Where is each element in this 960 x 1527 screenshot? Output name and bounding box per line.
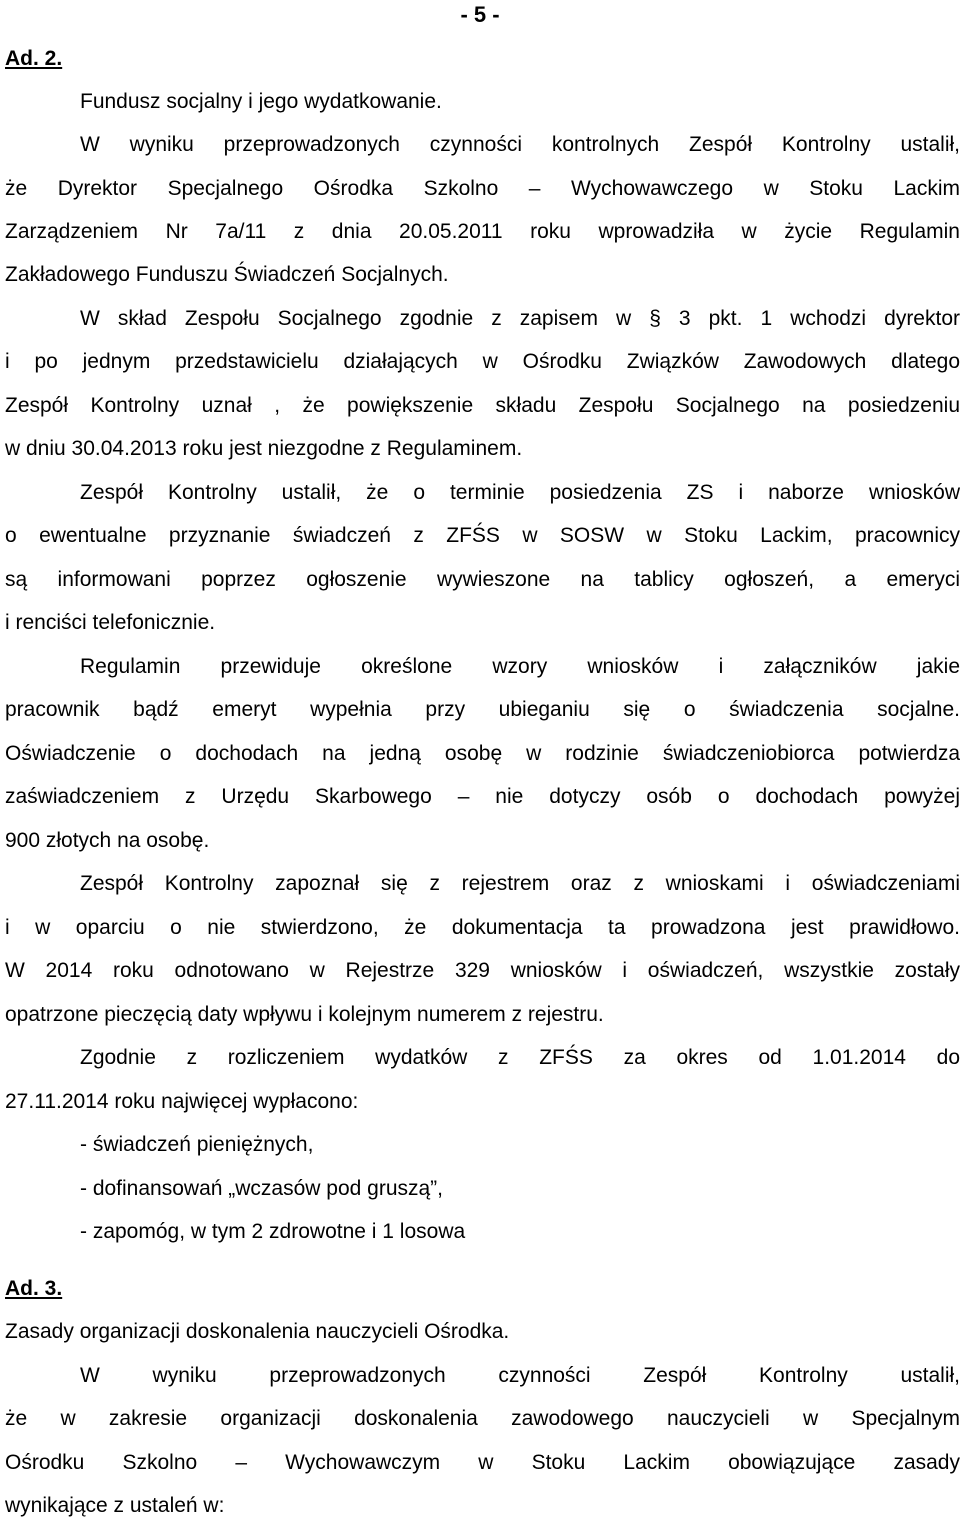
paragraph-line: w dniu 30.04.2013 roku jest niezgodne z Regulaminem. bbox=[5, 437, 523, 460]
paragraph-line: Zarządzeniem Nr 7a/11 z dnia 20.05.2011 roku wprowadziła w życie Regulamin bbox=[5, 220, 960, 243]
paragraph-line: i renciści telefonicznie. bbox=[5, 611, 216, 634]
list-item: - zapomóg, w tym 2 zdrowotne i 1 losowa bbox=[80, 1220, 466, 1243]
paragraph-line: opatrzone pieczęcią daty wpływu i kolejnym numerem z rejestru. bbox=[5, 1003, 604, 1026]
paragraph-line: Zakładowego Funduszu Świadczeń Socjalnych. bbox=[5, 263, 449, 286]
paragraph-line: pracownik bądź emeryt wypełnia przy ubieganiu się o świadczenia socjalne. bbox=[5, 698, 960, 721]
paragraph-line: Zespół Kontrolny uznał , że powiększenie składu Zespołu Socjalnego na posiedzeniu bbox=[5, 394, 960, 417]
paragraph-line: 27.11.2014 roku najwięcej wypłacono: bbox=[5, 1090, 359, 1113]
paragraph-line: że Dyrektor Specjalnego Ośrodka Szkolno – Wychowawczego w Stoku Lackim bbox=[5, 177, 960, 200]
paragraph-line: W wyniku przeprowadzonych czynności Zespół Kontrolny ustalił, bbox=[80, 1364, 960, 1387]
paragraph-line: zaświadczeniem z Urzędu Skarbowego – nie dotyczy osób o dochodach powyżej bbox=[5, 785, 960, 808]
paragraph-line: Ośrodku Szkolno – Wychowawczym w Stoku Lackim obowiązujące zasady bbox=[5, 1451, 960, 1474]
paragraph-line: Zgodnie z rozliczeniem wydatków z ZFŚS za okres od 1.01.2014 do bbox=[80, 1046, 960, 1069]
section-3-heading: Ad. 3. bbox=[5, 1277, 63, 1300]
paragraph-line: o ewentualne przyznanie świadczeń z ZFŚS w SOSW w Stoku Lackim, pracownicy bbox=[5, 524, 960, 547]
page-number: - 5 - bbox=[460, 2, 500, 27]
paragraph-line: Regulamin przewiduje określone wzory wniosków i załączników jakie bbox=[80, 655, 960, 678]
paragraph-line: W 2014 roku odnotowano w Rejestrze 329 wniosków i oświadczeń, wszystkie zostały bbox=[5, 959, 960, 982]
paragraph-line: W wyniku przeprowadzonych czynności kontrolnych Zespół Kontrolny ustalił, bbox=[80, 133, 960, 156]
paragraph-line: i po jednym przedstawicielu działających w Ośrodku Związków Zawodowych dlatego bbox=[5, 350, 960, 373]
paragraph-line: 900 złotych na osobę. bbox=[5, 829, 210, 852]
list-item: - świadczeń pieniężnych, bbox=[80, 1133, 314, 1156]
section-2-heading: Ad. 2. bbox=[5, 47, 63, 70]
paragraph-line: Oświadczenie o dochodach na jedną osobę w rodzinie świadczeniobiorca potwierdza bbox=[5, 742, 960, 765]
section-3-title: Zasady organizacji doskonalenia nauczycieli Ośrodka. bbox=[5, 1320, 510, 1343]
section-2-title: Fundusz socjalny i jego wydatkowanie. bbox=[80, 90, 442, 113]
list-item: - dofinansowań „wczasów pod gruszą”, bbox=[80, 1177, 444, 1200]
paragraph-line: że w zakresie organizacji doskonalenia zawodowego nauczycieli w Specjalnym bbox=[5, 1407, 960, 1430]
paragraph-line: W skład Zespołu Socjalnego zgodnie z zapisem w § 3 pkt. 1 wchodzi dyrektor bbox=[80, 307, 960, 330]
paragraph-line: wynikające z ustaleń w: bbox=[5, 1494, 225, 1517]
paragraph-line: Zespół Kontrolny zapoznał się z rejestrem oraz z wnioskami i oświadczeniami bbox=[80, 872, 960, 895]
paragraph-line: są informowani poprzez ogłoszenie wywieszone na tablicy ogłoszeń, a emeryci bbox=[5, 568, 960, 591]
paragraph-line: i w oparciu o nie stwierdzono, że dokumentacja ta prowadzona jest prawidłowo. bbox=[5, 916, 960, 939]
paragraph-line: Zespół Kontrolny ustalił, że o terminie posiedzenia ZS i naborze wniosków bbox=[80, 481, 960, 504]
